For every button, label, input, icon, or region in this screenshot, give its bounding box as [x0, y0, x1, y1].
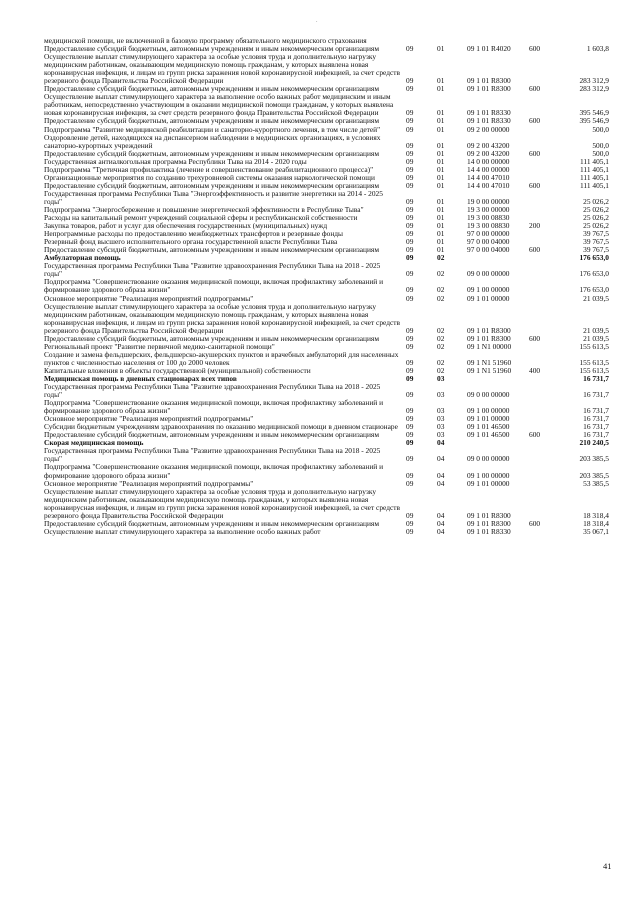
row-target-article: [467, 254, 529, 262]
row-target-article: 19 3 00 00000: [467, 204, 510, 214]
row-expense-type: [529, 166, 559, 174]
row-expense-type: [529, 303, 559, 335]
row-target-article: 09 1 01 R8300: [467, 518, 511, 528]
row-description: Непрограммные расходы по предоставлению межбюджетных трансфертов и резервные фонды: [44, 229, 344, 239]
row-description: Подпрограмма "Развитие медицинской реабилитации и санаторно-курортного лечения, в том числе детей": [44, 124, 381, 134]
row-subsection-code: 01: [437, 204, 445, 214]
row-description: Государственная программа Республики Тыва "Энергоэффективность и развитие энергетики на 2014 - 2025 годы": [44, 188, 383, 206]
row-target-article: 09 1 00 00000: [467, 285, 510, 295]
row-expense-type: [529, 206, 559, 214]
row-expense-type: 600: [529, 245, 541, 255]
row-amount: 16 731,7: [583, 430, 609, 440]
row-target-article: 09 1 N1 00000: [467, 341, 512, 351]
row-subsection-code: 02: [437, 253, 445, 263]
row-description: Предоставление субсидий бюджетным, автономным учреждениям и иным некоммерческим организациям: [44, 148, 380, 158]
row-amount: 111 405,1: [579, 180, 609, 190]
row-expense-type: 200: [529, 221, 541, 231]
row-description: Предоставление субсидий бюджетным, автономным учреждениям и иным некоммерческим организациям: [44, 245, 380, 255]
row-subsection-code: 01: [437, 124, 445, 134]
row-expense-type: 600: [529, 430, 541, 440]
row-description: Государственная антиалкогольная программа Республики Тыва на 2014 - 2020 годы: [44, 156, 307, 166]
row-description: Осуществление выплат стимулирующего характера за особые условия труда и дополнительную нагрузку медицинским работникам, оказывающим медицинскую помощь гражданам, у которых выявлена новая коронавирусная инфекция, и лицам из групп риска заражения новой коронавирусной инфекцией, за счет средств резервного фонда Правительства Российской Федерации: [44, 486, 400, 520]
row-amount: 155 613,5: [579, 365, 609, 375]
row-amount: 176 653,0: [579, 285, 609, 295]
row-section-code: 09: [406, 229, 414, 239]
row-description: Государственная программа Республики Тыва "Развитие здравоохранения Республики Тыва на 2018 - 2025 годы": [44, 446, 381, 464]
row-expense-type: [529, 262, 559, 278]
row-section-code: 09: [406, 237, 414, 247]
row-expense-type: [529, 343, 559, 351]
row-subsection-code: 04: [437, 478, 445, 488]
row-subsection-code: 01: [437, 172, 445, 182]
row-subsection-code: 01: [437, 213, 445, 223]
row-expense-type: [529, 447, 559, 463]
row-description: Государственная программа Республики Тыва "Развитие здравоохранения Республики Тыва на 2018 - 2025 годы": [44, 382, 381, 400]
row-subsection-code: 02: [437, 269, 445, 279]
row-description: Осуществление выплат стимулирующего характера за выполнение особо важных работ: [44, 526, 321, 536]
row-expense-type: [529, 439, 559, 447]
row-amount: 39 767,5: [583, 229, 609, 239]
row-target-article: 09 1 01 R8300: [467, 76, 511, 86]
row-expense-type: [529, 158, 559, 166]
row-target-article: 09 1 01 R8330: [467, 526, 511, 536]
row-target-article: 09 0 00 00000: [467, 269, 510, 279]
row-target-article: 09 1 00 00000: [467, 406, 510, 416]
row-target-article: 09 0 00 00000: [467, 390, 510, 400]
row-subsection-code: 04: [437, 526, 445, 536]
row-expense-type: 600: [529, 518, 541, 528]
row-description: Основное мероприятие "Реализация мероприятий подпрограммы": [44, 414, 254, 424]
row-target-article: 09 1 01 R8300: [467, 510, 511, 520]
row-target-article: [467, 375, 529, 383]
row-section-code: 09: [406, 221, 414, 231]
row-amount: 21 039,5: [583, 293, 609, 303]
row-target-article: [467, 439, 529, 447]
page-number: 41: [603, 861, 612, 871]
row-amount: 283 312,9: [579, 84, 609, 94]
row-amount: 16 731,7: [583, 390, 609, 400]
row-description: Амбулаторная помощь: [44, 253, 121, 263]
row-expense-type: 600: [529, 116, 541, 126]
row-description: Государственная программа Республики Тыва "Развитие здравоохранения Республики Тыва на 2018 - 2025 годы": [44, 261, 381, 279]
row-section-code: 09: [406, 333, 414, 343]
row-expense-type: [529, 383, 559, 399]
row-amount: 39 767,5: [583, 245, 609, 255]
row-target-article: 09 1 01 R8300: [467, 333, 511, 343]
row-expense-type: [529, 134, 559, 150]
row-subsection-code: 03: [437, 430, 445, 440]
row-amount: 395 546,9: [579, 108, 609, 118]
row-section-code: 09: [406, 526, 414, 536]
row-section-code: 09: [406, 406, 414, 416]
row-target-article: 97 0 00 04000: [467, 237, 510, 247]
row-target-article: 09 1 01 R8330: [467, 116, 511, 126]
row-section-code: 09: [406, 430, 414, 440]
row-subsection-code: 01: [437, 44, 445, 54]
row-subsection-code: 02: [437, 357, 445, 367]
row-section-code: 09: [406, 510, 414, 520]
row-amount: 210 240,5: [579, 438, 609, 448]
row-target-article: 14 0 00 00000: [467, 156, 510, 166]
row-subsection-code: 01: [437, 76, 445, 86]
row-amount: 21 039,5: [583, 325, 609, 335]
row-section-code: 09: [406, 438, 414, 448]
row-section-code: 09: [406, 470, 414, 480]
row-expense-type: [529, 278, 559, 294]
row-target-article: 14 4 00 00000: [467, 164, 510, 174]
row-section-code: 09: [406, 204, 414, 214]
table-row: [44, 303, 609, 335]
row-description: Субсидии бюджетным учреждениям здравоохранения по оказанию медицинской помощи в дневном стационаре: [44, 422, 398, 432]
row-description: Подпрограмма "Совершенствование оказания медицинской помощи, включая профилактику заболеваний и формирование здорового образа жизни": [44, 277, 384, 295]
row-target-article: 09 1 N1 51960: [467, 365, 512, 375]
row-subsection-code: 04: [437, 518, 445, 528]
row-section-code: 09: [406, 84, 414, 94]
table-row: [44, 246, 609, 254]
row-description: Предоставление субсидий бюджетным, автономным учреждениям и иным некоммерческим организациям: [44, 116, 380, 126]
row-subsection-code: 01: [437, 237, 445, 247]
row-description: Подпрограмма "Третичная профилактика (лечение и совершенствование реабилитационного процесса)": [44, 164, 374, 174]
row-amount: 395 546,9: [579, 116, 609, 126]
row-expense-type: 600: [529, 148, 541, 158]
row-expense-type: [529, 126, 559, 134]
row-section-code: 09: [406, 196, 414, 206]
row-section-code: 09: [406, 357, 414, 367]
row-amount: 16 731,7: [583, 422, 609, 432]
row-expense-type: [529, 399, 559, 415]
row-target-article: 09 1 01 00000: [467, 293, 510, 303]
row-expense-type: 600: [529, 333, 541, 343]
table-row: [44, 383, 609, 399]
row-target-article: 09 0 00 00000: [467, 454, 510, 464]
row-section-code: 09: [406, 156, 414, 166]
row-target-article: 09 1 01 R4020: [467, 44, 511, 54]
row-section-code: 09: [406, 44, 414, 54]
row-expense-type: [529, 295, 559, 303]
row-section-code: 09: [406, 116, 414, 126]
row-description: Предоставление субсидий бюджетным, автономным учреждениям и иным некоммерческим организациям: [44, 430, 380, 440]
row-subsection-code: 04: [437, 438, 445, 448]
row-section-code: 09: [406, 269, 414, 279]
row-amount: 16 731,7: [583, 414, 609, 424]
row-subsection-code: 01: [437, 196, 445, 206]
row-expense-type: [529, 190, 559, 206]
row-target-article: 14 4 00 47010: [467, 180, 510, 190]
row-amount: 111 405,1: [579, 156, 609, 166]
row-description: Резервный фонд высшего исполнительного органа государственной власти Республики Тыва: [44, 237, 338, 247]
row-description: Организационные мероприятия по созданию трехуровневой системы оказания наркологической помощи: [44, 172, 375, 182]
row-amount: 203 385,5: [579, 470, 609, 480]
row-subsection-code: 03: [437, 414, 445, 424]
row-amount: 500,0: [592, 148, 609, 158]
row-target-article: 09 1 01 R8330: [467, 108, 511, 118]
row-section-code: 09: [406, 293, 414, 303]
row-amount: 35 067,1: [583, 526, 609, 536]
row-subsection-code: 01: [437, 108, 445, 118]
row-amount: 25 026,2: [583, 196, 609, 206]
row-target-article: 09 1 01 00000: [467, 478, 510, 488]
row-amount: 16 731,7: [583, 373, 609, 383]
row-section-code: 09: [406, 108, 414, 118]
row-description: Основное мероприятие "Реализация мероприятий подпрограммы": [44, 478, 254, 488]
row-subsection-code: 02: [437, 365, 445, 375]
row-description: Предоставление субсидий бюджетным, автономным учреждениям и иным некоммерческим организациям: [44, 518, 380, 528]
row-target-article: 09 2 00 00000: [467, 124, 510, 134]
row-amount: 176 653,0: [579, 253, 609, 263]
row-expense-type: [529, 375, 559, 383]
row-description: Предоставление субсидий бюджетным, автономным учреждениям и иным некоммерческим организациям: [44, 180, 380, 190]
row-section-code: 09: [406, 341, 414, 351]
row-section-code: 09: [406, 148, 414, 158]
row-target-article: 14 4 00 47010: [467, 172, 510, 182]
row-section-code: 09: [406, 124, 414, 134]
row-expense-type: [529, 480, 559, 488]
row-subsection-code: 01: [437, 148, 445, 158]
row-target-article: 09 1 01 00000: [467, 414, 510, 424]
row-subsection-code: 03: [437, 373, 445, 383]
table-row: [44, 262, 609, 278]
row-subsection-code: 02: [437, 285, 445, 295]
row-section-code: 09: [406, 325, 414, 335]
row-amount: 16 731,7: [583, 406, 609, 416]
table-row: [44, 463, 609, 479]
table-row: [44, 278, 609, 294]
row-description: Подпрограмма "Энергосбережение и повышение энергетической эффективности в Республике Тыва": [44, 204, 364, 214]
table-row: [44, 528, 609, 536]
row-section-code: 09: [406, 285, 414, 295]
row-subsection-code: 01: [437, 164, 445, 174]
row-expense-type: [529, 351, 559, 367]
row-amount: 25 026,2: [583, 213, 609, 223]
row-subsection-code: 03: [437, 406, 445, 416]
row-section-code: 09: [406, 172, 414, 182]
row-description: медицинской помощи, не включенной в базовую программу обязательного медицинского страхования: [44, 36, 367, 45]
row-subsection-code: 04: [437, 470, 445, 480]
row-subsection-code: 01: [437, 221, 445, 231]
table-row: [44, 93, 609, 117]
row-subsection-code: 01: [437, 180, 445, 190]
row-expense-type: [529, 415, 559, 423]
row-expense-type: 600: [529, 44, 541, 54]
row-amount: 283 312,9: [579, 76, 609, 86]
row-expense-type: [529, 488, 559, 520]
row-target-article: 09 1 N1 51960: [467, 357, 512, 367]
row-target-article: 19 3 00 08830: [467, 213, 510, 223]
row-expense-type: [529, 254, 559, 262]
row-section-code: 09: [406, 478, 414, 488]
row-description: Закупка товаров, работ и услуг для обеспечения государственных (муниципальных) нужд: [44, 221, 328, 231]
row-description: Предоставление субсидий бюджетным, автономным учреждениям и иным некоммерческим организациям: [44, 84, 380, 94]
row-section-code: 09: [406, 414, 414, 424]
row-description: Скорая медицинская помощь: [44, 438, 144, 448]
row-amount: 21 039,5: [583, 333, 609, 343]
row-amount: 18 318,4: [583, 510, 609, 520]
row-target-article: 09 1 01 R8300: [467, 84, 511, 94]
row-section-code: 09: [406, 365, 414, 375]
row-amount: 500,0: [592, 140, 609, 150]
table-row: [44, 399, 609, 415]
row-section-code: 09: [406, 213, 414, 223]
row-amount: 39 767,5: [583, 237, 609, 247]
row-amount: 111 405,1: [579, 164, 609, 174]
row-target-article: 19 3 00 08830: [467, 221, 510, 231]
table-row: [44, 447, 609, 463]
row-section-code: 09: [406, 253, 414, 263]
row-section-code: 09: [406, 164, 414, 174]
row-amount: 155 613,5: [579, 341, 609, 351]
row-description: Подпрограмма "Совершенствование оказания медицинской помощи, включая профилактику заболеваний и формирование здорового образа жизни": [44, 462, 384, 480]
row-description: Подпрограмма "Совершенствование оказания медицинской помощи, включая профилактику заболеваний и формирование здорового образа жизни": [44, 398, 384, 416]
row-section-code: 09: [406, 140, 414, 150]
row-section-code: 09: [406, 390, 414, 400]
row-amount: 176 653,0: [579, 269, 609, 279]
row-subsection-code: 02: [437, 341, 445, 351]
table-row: [44, 134, 609, 150]
row-subsection-code: 03: [437, 422, 445, 432]
row-description: Осуществление выплат стимулирующего характера за особые условия труда и дополнительную нагрузку медицинским работникам, оказывающим медицинскую помощь гражданам, у которых выявлена новая коронавирусная инфекция, и лицам из групп риска заражения новой коронавирусной инфекцией, за счет средств резервного фонда Правительства Российской Федерации: [44, 52, 400, 86]
row-description: Создание и замена фельдшерских, фельдшерско-акушерских пунктов и врачебных амбулаторий для населенных пунктов с численностью населения от 100 до 2000 человек: [44, 349, 399, 367]
row-amount: 25 026,2: [583, 204, 609, 214]
row-section-code: 09: [406, 180, 414, 190]
row-target-article: 09 2 00 43200: [467, 140, 510, 150]
row-section-code: 09: [406, 76, 414, 86]
row-amount: 203 385,5: [579, 454, 609, 464]
row-amount: 53 385,5: [583, 478, 609, 488]
row-subsection-code: 04: [437, 454, 445, 464]
table-row: [44, 351, 609, 367]
row-target-article: 09 1 01 46500: [467, 422, 510, 432]
table-row: [44, 190, 609, 206]
row-subsection-code: 02: [437, 333, 445, 343]
row-subsection-code: 04: [437, 510, 445, 520]
row-amount: 500,0: [592, 124, 609, 134]
row-expense-type: 600: [529, 180, 541, 190]
row-description: Основное мероприятие "Реализация мероприятий подпрограммы": [44, 293, 254, 303]
row-expense-type: [529, 463, 559, 479]
table-row: [44, 53, 609, 85]
row-section-code: 09: [406, 245, 414, 255]
row-amount: 1 603,8: [586, 44, 609, 54]
row-section-code: 09: [406, 454, 414, 464]
row-expense-type: 400: [529, 365, 541, 375]
row-section-code: 09: [406, 422, 414, 432]
row-description: Осуществление выплат стимулирующего характера за особые условия труда и дополнительную нагрузку медицинским работникам, оказывающим медицинскую помощь гражданам, у которых выявлена новая коронавирусная инфекция, и лицам из групп риска заражения новой коронавирусной инфекцией, за счет средств резервного фонда Правительства Российской Федерации: [44, 301, 400, 335]
row-description: Медицинская помощь в дневных стационарах всех типов: [44, 373, 237, 383]
budget-table-body: [44, 37, 609, 536]
row-target-article: 97 0 00 04000: [467, 245, 510, 255]
row-subsection-code: 01: [437, 156, 445, 166]
row-subsection-code: 01: [437, 245, 445, 255]
row-target-article: 09 2 00 43200: [467, 148, 510, 158]
row-subsection-code: 03: [437, 390, 445, 400]
row-subsection-code: 02: [437, 293, 445, 303]
row-expense-type: [529, 53, 559, 85]
budget-table: [44, 37, 609, 536]
table-row: [44, 488, 609, 520]
row-expense-type: [529, 93, 559, 117]
row-target-article: 19 0 00 00000: [467, 196, 510, 206]
row-target-article: 09 1 01 46500: [467, 430, 510, 440]
row-description: Предоставление субсидий бюджетным, автономным учреждениям и иным некоммерческим организациям: [44, 333, 380, 343]
row-description: Оздоровление детей, находящихся на диспансерном наблюдении в медицинских организациях, в условиях санаторно-курортных учреждений: [44, 132, 381, 150]
row-expense-type: [529, 230, 559, 238]
row-target-article: 97 0 00 00000: [467, 229, 510, 239]
row-description: Региональный проект "Развитие первичной медико-санитарной помощи": [44, 341, 275, 351]
row-amount: 18 318,4: [583, 518, 609, 528]
row-section-code: 09: [406, 373, 414, 383]
row-description: Предоставление субсидий бюджетным, автономным учреждениям и иным некоммерческим организациям: [44, 44, 380, 54]
row-subsection-code: 01: [437, 84, 445, 94]
row-expense-type: [529, 528, 559, 536]
row-expense-type: 600: [529, 84, 541, 94]
top-mark: .: [316, 18, 318, 24]
row-subsection-code: 01: [437, 116, 445, 126]
row-description: Осуществление выплат стимулирующего характера за выполнение особо важных работ медицинским и иным работникам, непосредственно участвующим в оказании медицинской помощи гражданам, у которых выявлена новая коронавирусная инфекция, за счет средств резервного фонда Правительства Российской Федерации: [44, 92, 394, 118]
row-target-article: 09 1 00 00000: [467, 470, 510, 480]
row-amount: 111 405,1: [579, 172, 609, 182]
row-subsection-code: 01: [437, 140, 445, 150]
row-section-code: 09: [406, 518, 414, 528]
row-amount: 155 613,5: [579, 357, 609, 367]
row-target-article: 09 1 01 R8300: [467, 325, 511, 335]
row-subsection-code: 01: [437, 229, 445, 239]
row-amount: 25 026,2: [583, 221, 609, 231]
row-description: Расходы на капитальный ремонт учреждений социальной сферы и республиканской собственности: [44, 213, 358, 223]
row-subsection-code: 02: [437, 325, 445, 335]
row-description: Капитальные вложения в объекты государственной (муниципальной) собственности: [44, 365, 311, 375]
